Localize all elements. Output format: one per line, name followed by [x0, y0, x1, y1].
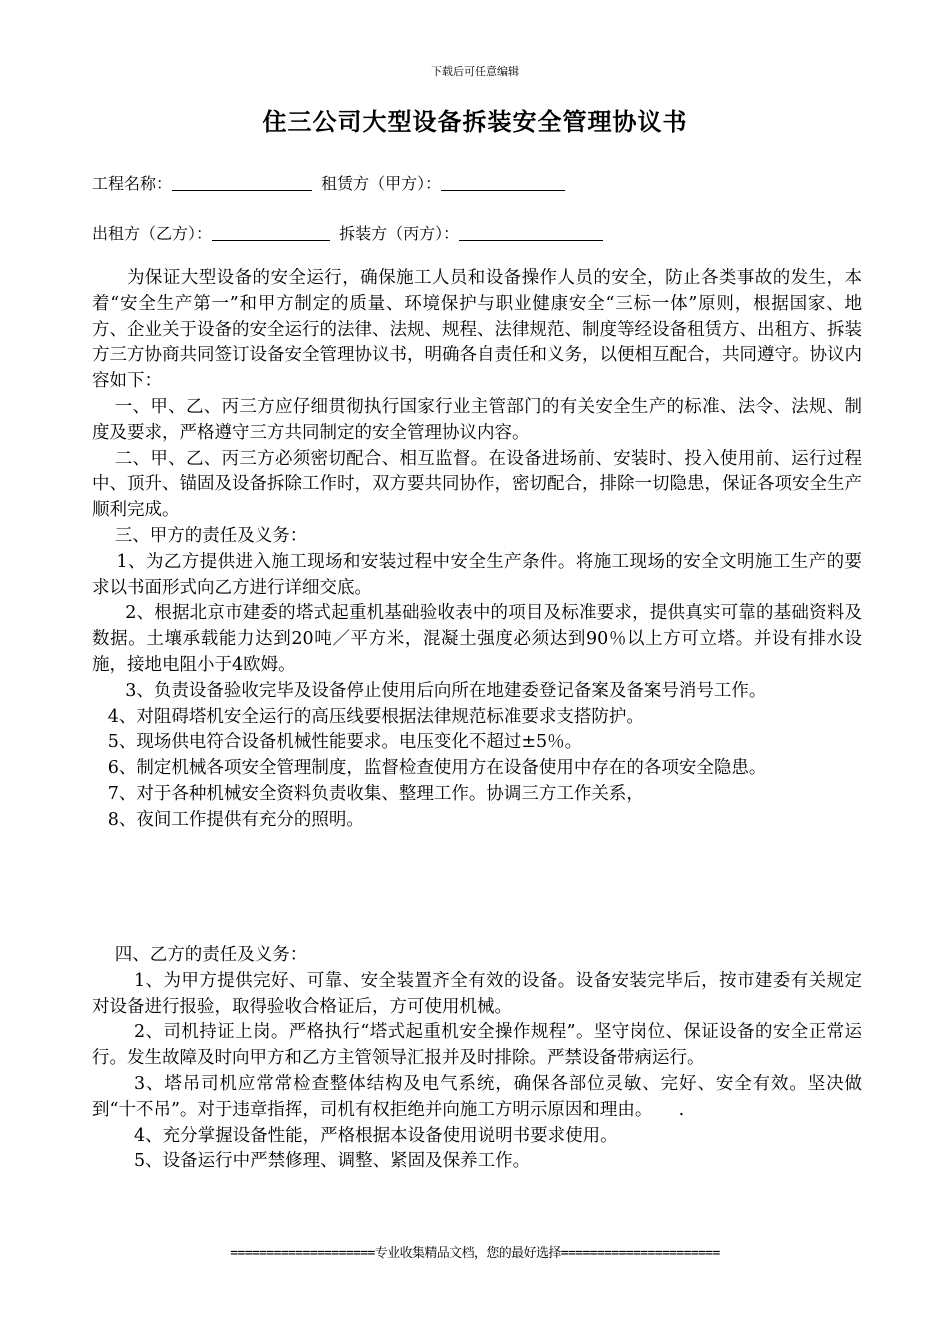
field-row-project	[92, 172, 565, 196]
clause-2: 二、甲、乙、丙三方必须密切配合、相互监督。在设备进场前、安装时、投入使用前、运行过程中、顶升、锚固及设备拆除工作时，双方要共同协作，密切配合，排除一切隐患，保证各项安全生产顺利完成。	[92, 448, 862, 521]
clause-1: 一、甲、乙、丙三方应仔细贯彻执行国家行业主管部门的有关安全生产的标准、法令、法规、制度及要求，严格遵守三方共同制定的安全管理协议内容。	[92, 396, 862, 443]
header-note: 下载后可任意编辑	[431, 65, 519, 78]
lessee-label: 租赁方（甲方）：	[321, 174, 442, 193]
intro-paragraph: 为保证大型设备的安全运行，确保施工人员和设备操作人员的安全，防止各类事故的发生，本着“安全生产第一”和甲方制定的质量、环境保护与职业健康安全“三标一体”原则，根据国家、地方、企业关于设备的安全运行的法律、法规、规程、法律规范、制度等经设备租赁方、出租方、拆装方三方协商共同签订设备安全管理协议书，明确各自责任和义务，以便相互配合，共同遵守。协议内容如下：	[92, 268, 862, 392]
party-b-item-5: 5、设备运行中严禁修理、调整、紧固及保养工作。	[134, 1151, 531, 1172]
party-a-item-8: 8、夜间工作提供有充分的照明。	[107, 809, 364, 830]
project-name-label: 工程名称：	[92, 174, 173, 193]
party-b-item-1: 1、为甲方提供完好、可靠、安全装置齐全有效的设备。设备安装完毕后，按市建委有关规定对设备进行报验，取得验收合格证后，方可使用机械。	[92, 970, 862, 1017]
lessee-blank	[441, 174, 565, 191]
party-a-item-5: 5、现场供电符合设备机械性能要求。电压变化不超过±5％。	[107, 732, 583, 753]
agreement-body-part-1	[92, 266, 862, 834]
lessor-blank	[212, 224, 330, 241]
installer-label: 拆装方（丙方）：	[339, 224, 460, 243]
party-a-item-3: 3、负责设备验收完毕及设备停止使用后向所在地建委登记备案及备案号消号工作。	[125, 680, 767, 701]
document-title: 住三公司大型设备拆装安全管理协议书	[262, 107, 688, 136]
party-a-item-2: 2、根据北京市建委的塔式起重机基础验收表中的项目及标准要求，提供真实可靠的基础资料及数据。土壤承载能力达到20吨／平方米，混凝土强度必须达到90％以上方可立塔。并设有排水设施，接地电阻小于4欧姆。	[92, 603, 862, 675]
page-footer: ====================专业收集精品文档，您的最好选择======================	[230, 1246, 720, 1261]
section-party-b-heading: 四、乙方的责任及义务：	[114, 945, 308, 965]
installer-blank	[459, 224, 603, 241]
project-name-blank	[172, 174, 312, 191]
agreement-body-part-2	[92, 943, 862, 1175]
party-a-item-6: 6、制定机械各项安全管理制度，监督检查使用方在设备使用中存在的各项安全隐患。	[107, 758, 767, 779]
party-a-item-4: 4、对阻碍塔机安全运行的高压线要根据法律规范标准要求支搭防护。	[107, 706, 644, 727]
field-row-lessor	[92, 222, 603, 246]
party-b-item-4: 4、充分掌握设备性能，严格根据本设备使用说明书要求使用。	[134, 1125, 618, 1146]
party-b-item-2: 2、司机持证上岗。严格执行“塔式起重机安全操作规程”。坚守岗位、保证设备的安全正常运行。发生故障及时向甲方和乙方主管领导汇报并及时排除。严禁设备带病运行。	[92, 1022, 862, 1069]
party-a-item-1: 1、为乙方提供进入施工现场和安装过程中安全生产条件。将施工现场的安全文明施工生产的要求以书面形式向乙方进行详细交底。	[92, 551, 862, 598]
party-a-item-7: 7、对于各种机械安全资料负责收集、整理工作。协调三方工作关系，	[107, 783, 644, 804]
lessor-label: 出租方（乙方）：	[92, 224, 213, 243]
party-b-item-3: 3、塔吊司机应常常检查整体结构及电气系统，确保各部位灵敏、完好、安全有效。坚决做到“十不吊”。对于违章指挥，司机有权拒绝并向施工方明示原因和理由。 .	[92, 1073, 862, 1120]
section-party-a-heading: 三、甲方的责任及义务：	[114, 525, 308, 546]
